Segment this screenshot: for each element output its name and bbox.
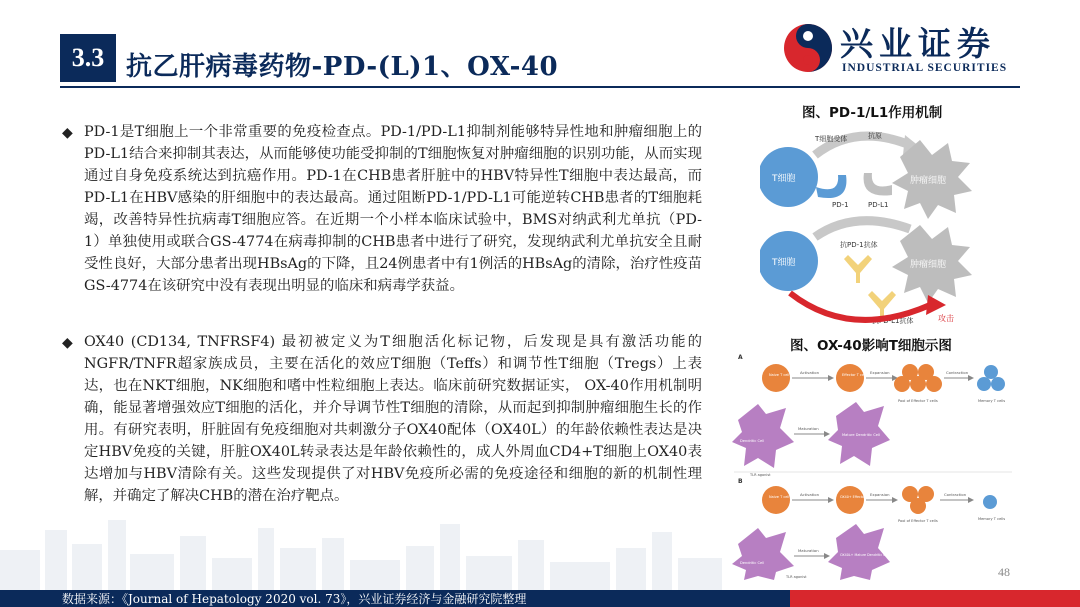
page-number: 48 — [998, 565, 1010, 579]
attack-arrow — [790, 293, 930, 320]
section-title: 抗乙肝病毒药物-PD-(L)1、OX-40 — [126, 52, 559, 82]
label-expansion-b: Expansion — [870, 492, 890, 497]
panel-a — [732, 354, 1005, 477]
label-anti-pdl1: 抗PD-L1抗体 — [872, 317, 914, 325]
figure1-caption: 图、PD-1/L1作用机制 — [802, 105, 943, 121]
bullet-diamond-icon: ◆ — [62, 125, 73, 141]
label-memory-b: Memory T cells — [978, 517, 1006, 521]
paragraph-ox40 — [62, 331, 702, 507]
label-naive-a: Naive T cell — [769, 373, 790, 377]
label-effector-a: Effector T cell — [842, 373, 867, 377]
label-memory-a: Memory T cells — [978, 399, 1006, 403]
section-number: 3.3 — [60, 34, 116, 82]
logo-mark-icon — [780, 20, 836, 76]
label-maturation-a: Maturation — [798, 426, 819, 431]
label-activation-a: Activation — [800, 370, 820, 375]
label-tumor-bottom: 肿瘤细胞 — [910, 260, 947, 270]
company-logo — [780, 20, 1030, 76]
panel-b-letter: B — [738, 478, 743, 485]
label-contraction-b: Contraction — [944, 492, 967, 497]
label-tcell-bottom: T细胞 — [772, 258, 796, 268]
page-header — [0, 0, 1080, 100]
footer-accent — [790, 590, 1080, 607]
label-pd1: PD-1 — [832, 201, 849, 209]
label-tumor-top: 肿瘤细胞 — [910, 176, 947, 186]
figure1-pd1-diagram — [760, 125, 990, 325]
label-naive-b: Naive T cell — [769, 495, 790, 499]
label-attack: 攻击 — [938, 314, 954, 323]
paragraph-pd1 — [62, 121, 702, 297]
header-rule — [60, 86, 1020, 88]
logo-chinese-name: 兴业证券 — [840, 24, 996, 63]
naive-tcell-a — [762, 364, 790, 392]
panel-a-letter: A — [738, 354, 743, 361]
pdl1-ligand — [864, 173, 892, 196]
label-tcell-receptor: T细胞受体 — [815, 135, 848, 143]
footer-source: 数据来源：《Journal of Hepatology 2020 vol. 73》，兴业证券经济与金融研究院整理 — [62, 592, 527, 606]
label-contraction-a: Contraction — [946, 370, 969, 375]
bullet-diamond-icon: ◆ — [62, 335, 73, 351]
figure2-caption: 图、OX-40影响T细胞示图 — [790, 338, 952, 354]
label-pdl1: PD-L1 — [868, 201, 889, 209]
logo-english-name: INDUSTRIAL SECURITIES — [842, 62, 1008, 74]
label-anti-pd1: 抗PD-1抗体 — [840, 241, 878, 249]
label-mature-dc-b: OX40L+ Mature Dendritic Cell — [840, 553, 890, 557]
label-mature-dc-a: Mature Dendritic Cell — [842, 433, 880, 437]
label-dendritic-a: Dendritic Cell — [740, 439, 765, 443]
effector-tcell-a — [836, 364, 867, 392]
label-dendritic-b: Dendritic Cell — [740, 561, 765, 565]
label-pool-b: Pool of Effector T cells — [898, 519, 938, 523]
label-tlr-b: TLR agonist — [786, 575, 807, 579]
label-tlr-a: TLR agonist — [750, 473, 771, 477]
label-pool-a: Pool of Effector T cells — [898, 399, 938, 403]
city-skyline-decoration — [0, 510, 1080, 590]
label-tcell-top: T细胞 — [772, 174, 796, 184]
label-activation-b: Activation — [800, 492, 820, 497]
paragraph-text: OX40 (CD134, TNFRSF4) 最初被定义为T细胞活化标记物，后发现是具有激活功能的NGFR/TNFR超家族成员，主要在活化的效应T细胞（Teffs）和调节性T细胞（Tregs）上表达，也在NKT细胞，NK细胞和嗜中性粒细胞上表达。临床前研究数据证实， OX-40作用机制明确，能显著增强效应T细胞的活化，并介导调节性T细胞的清除，从而起到抑制肿瘤细胞生长的作用。有研究表明，肝脏固有免疫细胞对共刺激分子OX40配体（OX40L）的年龄依赖性表达是决定HBV免疫的关键，肝脏OX40L转录表达是年龄依赖性的，成人外周血CD4+T细胞上OX40表达增加与HBV清除有关。这些发现提供了对HBV免疫所必需的免疫途径和细胞的新的机制性理解，并确定了解决CHB的潜在治疗靶点。 — [84, 334, 702, 504]
label-effector-b: OX40+ Effector T cell — [840, 495, 876, 499]
label-expansion-a: Expansion — [870, 370, 890, 375]
dendritic-cell-a — [732, 404, 794, 468]
anti-pd1-antibody — [844, 255, 872, 283]
pd1-receptor — [816, 175, 846, 198]
label-maturation-b: Maturation — [798, 548, 819, 553]
paragraph-text: PD-1是T细胞上一个非常重要的免疫检查点。PD-1/PD-L1抑制剂能够特异性地和肿瘤细胞上的PD-L1结合来抑制其表达，从而能够使功能受抑制的T细胞恢复对肿瘤细胞的识别功能，从而实现通过自身免疫系统达到抗癌作用。PD-1在CHB患者肝脏中的HBV特异性T细胞中表达最高，而PD-L1在HBV感染的肝细胞中的表达最高。通过阻断PD-1/PD-L1可能逆转CHB患者的T细胞耗竭，改善特异性抗病毒T细胞应答。在近期一个小样本临床试验中，BMS对纳武利尤单抗（PD-1）单独使用或联合GS-4774在病毒抑制的CHB患者中进行了研究，发现纳武利尤单抗安全且耐受性良好，大部分患者出现HBsAg的下降，且24例患者中有1例活的HBsAg的清除，治疗性疫苗GS-4774在该研究中没有表现出明显的临床和病毒学获益。 — [84, 124, 702, 294]
label-antigen: 抗原 — [868, 132, 882, 140]
